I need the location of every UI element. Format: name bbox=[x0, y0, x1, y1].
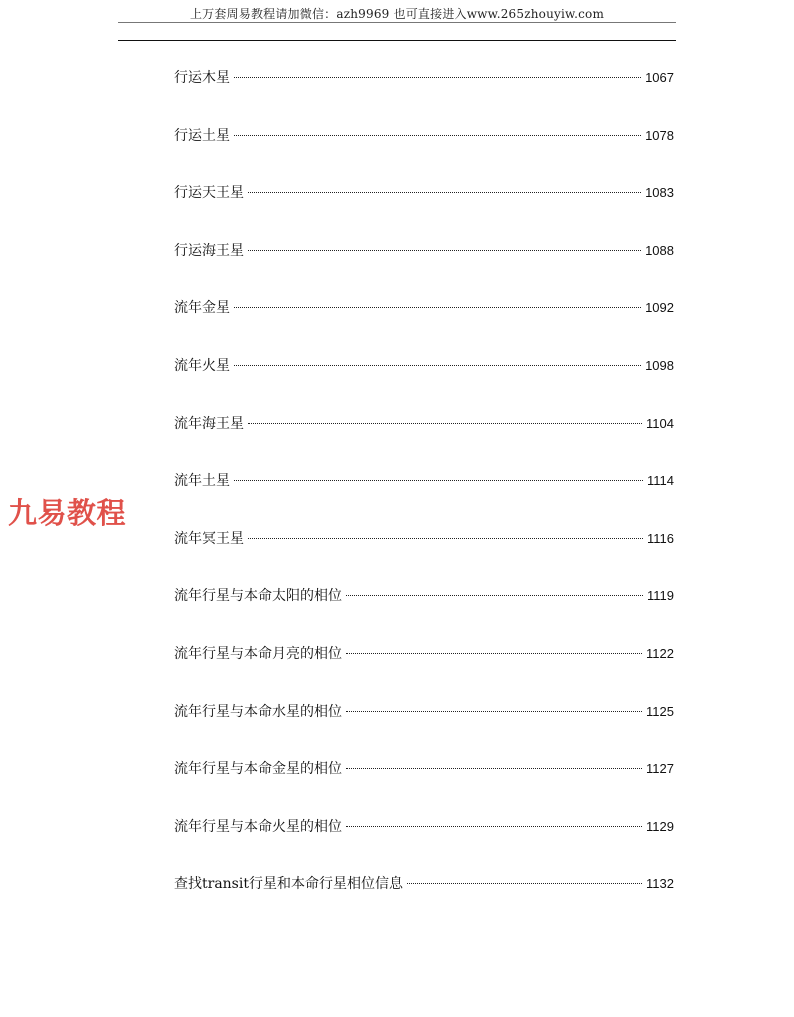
toc-dot-leader bbox=[234, 77, 641, 78]
toc-entry-title: 流年冥王星 bbox=[174, 530, 244, 547]
toc-entry-title: 流年海王星 bbox=[174, 415, 244, 432]
toc-dot-leader bbox=[248, 538, 643, 539]
toc-dot-leader bbox=[234, 307, 641, 308]
toc-dot-leader bbox=[248, 423, 642, 424]
toc-entry-title: 流年行星与本命月亮的相位 bbox=[174, 645, 342, 662]
toc-dot-leader bbox=[248, 250, 641, 251]
toc-entry-page: 1078 bbox=[645, 127, 674, 143]
toc-entry-page: 1092 bbox=[645, 300, 674, 316]
watermark-text: 九易教程 bbox=[8, 496, 127, 530]
toc-entry-page: 1125 bbox=[646, 703, 674, 719]
toc-entry-title: 行运天王星 bbox=[174, 185, 244, 202]
header-text: 上万套周易教程请加微信：azh9969 也可直接进入www.265zhouyiw.com bbox=[189, 7, 605, 21]
toc-dot-leader bbox=[248, 192, 641, 193]
toc-dot-leader bbox=[346, 653, 642, 654]
toc-dot-leader bbox=[346, 826, 642, 827]
toc-entry[interactable] bbox=[174, 296, 674, 354]
header-rule-top bbox=[118, 22, 676, 23]
toc-entry-title: 行运海王星 bbox=[174, 242, 244, 259]
toc-dot-leader bbox=[346, 595, 643, 596]
toc-entry-page: 1104 bbox=[646, 415, 674, 431]
toc-entry-title: 流年行星与本命太阳的相位 bbox=[174, 588, 342, 605]
toc-dot-leader bbox=[234, 365, 641, 366]
toc-entry[interactable] bbox=[174, 469, 674, 527]
toc-entry[interactable] bbox=[174, 124, 674, 182]
toc-entry[interactable] bbox=[174, 815, 674, 873]
toc-entry-title: 行运木星 bbox=[174, 70, 230, 86]
toc-entry-page: 1127 bbox=[646, 761, 674, 777]
toc-entry[interactable] bbox=[174, 412, 674, 470]
toc-entry-page: 1098 bbox=[645, 357, 674, 373]
toc-entry-title: 行运土星 bbox=[174, 127, 230, 144]
toc-dot-leader bbox=[346, 768, 642, 769]
toc-dot-leader bbox=[234, 480, 643, 481]
toc-entry[interactable] bbox=[174, 584, 674, 642]
toc-entry-page: 1116 bbox=[647, 530, 674, 546]
table-of-contents bbox=[174, 66, 674, 930]
toc-dot-leader bbox=[407, 883, 642, 884]
toc-entry-page: 1119 bbox=[647, 588, 674, 604]
toc-entry-title: 查找transit行星和本命行星相位信息 bbox=[174, 876, 403, 893]
toc-entry-title: 流年行星与本命金星的相位 bbox=[174, 761, 342, 778]
toc-entry[interactable] bbox=[174, 181, 674, 239]
header-rule-bottom bbox=[118, 40, 676, 41]
toc-entry-page: 1088 bbox=[645, 242, 674, 258]
toc-dot-leader bbox=[346, 711, 642, 712]
toc-entry[interactable] bbox=[174, 642, 674, 700]
toc-entry-page: 1067 bbox=[645, 70, 674, 85]
toc-entry-title: 流年行星与本命火星的相位 bbox=[174, 818, 342, 835]
toc-dot-leader bbox=[234, 135, 641, 136]
toc-entry[interactable] bbox=[174, 700, 674, 758]
toc-entry-page: 1132 bbox=[646, 876, 674, 892]
toc-entry-page: 1122 bbox=[646, 645, 674, 661]
toc-entry[interactable] bbox=[174, 354, 674, 412]
toc-entry[interactable] bbox=[174, 757, 674, 815]
toc-entry-title: 流年行星与本命水星的相位 bbox=[174, 703, 342, 720]
toc-entry-page: 1083 bbox=[645, 185, 674, 201]
toc-entry[interactable] bbox=[174, 527, 674, 585]
page-header bbox=[118, 0, 676, 42]
toc-entry-title: 流年火星 bbox=[174, 357, 230, 374]
toc-entry-page: 1114 bbox=[647, 473, 674, 489]
toc-entry[interactable] bbox=[174, 239, 674, 297]
toc-entry[interactable] bbox=[174, 66, 674, 124]
toc-entry-title: 流年金星 bbox=[174, 300, 230, 317]
toc-entry[interactable] bbox=[174, 872, 674, 930]
toc-entry-page: 1129 bbox=[646, 818, 674, 834]
toc-entry-title: 流年土星 bbox=[174, 473, 230, 490]
